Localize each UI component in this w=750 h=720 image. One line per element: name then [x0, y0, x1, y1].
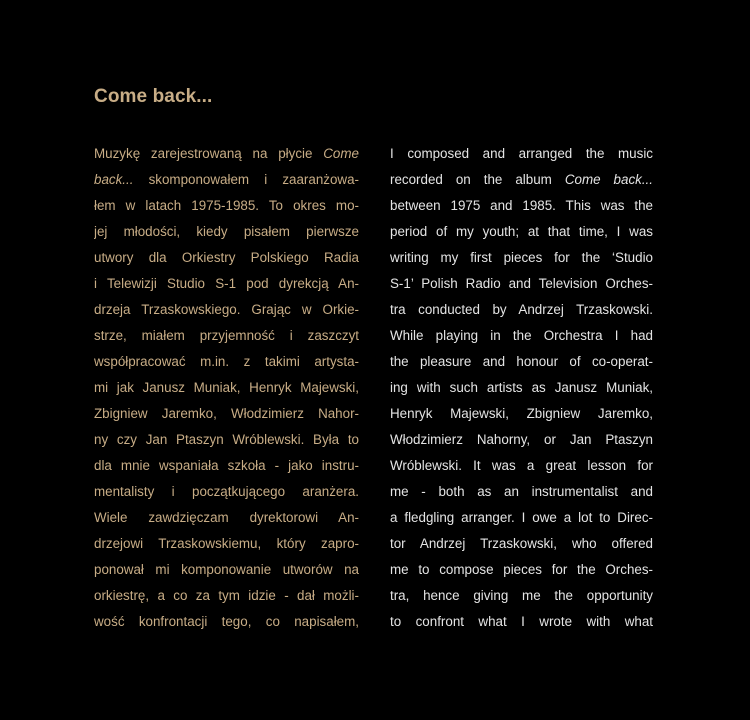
- english-text-line: [390, 167, 653, 193]
- english-text-line: [390, 453, 653, 479]
- text-segment: a fledgling arranger. I owe a lot to Direc-: [390, 510, 653, 525]
- english-text-line: [390, 531, 653, 557]
- text-segment: utwory dla Orkiestry Polskiego Radia: [94, 250, 359, 265]
- english-text-line: [390, 271, 653, 297]
- polish-text-line: [94, 557, 359, 583]
- text-segment: me - both as an instrumentalist and: [390, 484, 653, 499]
- english-text-line: [390, 219, 653, 245]
- text-segment: współpracować m.in. z takimi artysta-: [94, 354, 359, 369]
- text-segment: ponował mi komponowanie utworów na: [94, 562, 359, 577]
- text-segment: Muzykę zarejestrowaną na płycie: [94, 146, 324, 161]
- polish-text-line: [94, 349, 359, 375]
- text-segment: S-1’ Polish Radio and Television Orches-: [390, 276, 653, 291]
- text-segment: orkiestrę, a co za tym idzie - dał możli-: [94, 588, 359, 603]
- english-text-line: [390, 297, 653, 323]
- english-text-line: [390, 323, 653, 349]
- polish-text-line: [94, 141, 359, 167]
- polish-text-line: [94, 609, 359, 635]
- text-segment: Włodzimierz Nahorny, or Jan Ptaszyn: [390, 432, 653, 447]
- italic-album-title: Come back...: [564, 172, 653, 187]
- polish-text-line: [94, 245, 359, 271]
- text-segment: skomponowałem i zaaranżowa-: [133, 172, 359, 187]
- english-text-line: [390, 505, 653, 531]
- text-segment: the pleasure and honour of co-operat-: [390, 354, 653, 369]
- polish-text-line: [94, 479, 359, 505]
- italic-album-title: Come: [323, 146, 359, 161]
- text-segment: drzeja Trzaskowskiego. Grając w Orkie-: [94, 302, 359, 317]
- text-segment: writing my first pieces for the ‘Studio: [390, 250, 653, 265]
- english-text-line: [390, 479, 653, 505]
- polish-text-line: [94, 583, 359, 609]
- english-text-line: [390, 349, 653, 375]
- text-segment: Henryk Majewski, Zbigniew Jaremko,: [390, 406, 653, 421]
- english-text-line: [390, 375, 653, 401]
- polish-text-line: [94, 219, 359, 245]
- text-segment: dla mnie wspaniała szkoła - jako instru-: [94, 458, 359, 473]
- english-text-line: [390, 583, 653, 609]
- text-segment: wość konfrontacji tego, co napisałem,: [94, 614, 359, 629]
- english-text-line: [390, 193, 653, 219]
- text-segment: recorded on the album: [390, 172, 565, 187]
- text-segment: tra, hence giving me the opportunity: [390, 588, 653, 603]
- english-text-line: [390, 401, 653, 427]
- polish-text-line: [94, 453, 359, 479]
- polish-text-column: [94, 141, 359, 635]
- text-segment: łem w latach 1975-1985. To okres mo-: [94, 198, 359, 213]
- polish-text-line: [94, 323, 359, 349]
- text-segment: I composed and arranged the music: [390, 146, 653, 161]
- text-segment: tor Andrzej Trzaskowski, who offered: [390, 536, 653, 551]
- text-segment: ing with such artists as Janusz Muniak,: [390, 380, 653, 395]
- text-segment: Wróblewski. It was a great lesson for: [390, 458, 653, 473]
- polish-text-line: [94, 375, 359, 401]
- text-segment: me to compose pieces for the Orches-: [390, 562, 653, 577]
- english-text-column: [390, 141, 653, 635]
- text-segment: mi jak Janusz Muniak, Henryk Majewski,: [94, 380, 359, 395]
- polish-text-line: [94, 427, 359, 453]
- polish-text-line: [94, 193, 359, 219]
- text-segment: jej młodości, kiedy pisałem pierwsze: [94, 224, 359, 239]
- text-segment: period of my youth; at that time, I was: [390, 224, 653, 239]
- text-segment: to confront what I wrote with what: [390, 614, 653, 629]
- english-text-line: [390, 245, 653, 271]
- english-text-line: [390, 141, 653, 167]
- text-segment: strze, miałem przyjemność i zaszczyt: [94, 328, 359, 343]
- polish-text-line: [94, 531, 359, 557]
- text-segment: between 1975 and 1985. This was the: [390, 198, 653, 213]
- text-segment: mentalisty i początkującego aranżera.: [94, 484, 359, 499]
- polish-text-line: [94, 167, 359, 193]
- text-segment: Zbigniew Jaremko, Włodzimierz Nahor-: [94, 406, 359, 421]
- text-segment: tra conducted by Andrzej Trzaskowski.: [390, 302, 653, 317]
- polish-text-line: [94, 297, 359, 323]
- text-segment: ny czy Jan Ptaszyn Wróblewski. Była to: [94, 432, 359, 447]
- text-segment: Wiele zawdzięczam dyrektorowi An-: [94, 510, 359, 525]
- text-segment: While playing in the Orchestra I had: [390, 328, 653, 343]
- page-title: Come back...: [94, 86, 213, 107]
- text-segment: drzejowi Trzaskowskiemu, który zapro-: [94, 536, 359, 551]
- polish-text-line: [94, 401, 359, 427]
- english-text-line: [390, 557, 653, 583]
- polish-text-line: [94, 505, 359, 531]
- english-text-line: [390, 609, 653, 635]
- text-segment: i Telewizji Studio S-1 pod dyrekcją An-: [94, 276, 359, 291]
- polish-text-line: [94, 271, 359, 297]
- italic-album-title: back...: [94, 172, 134, 187]
- english-text-line: [390, 427, 653, 453]
